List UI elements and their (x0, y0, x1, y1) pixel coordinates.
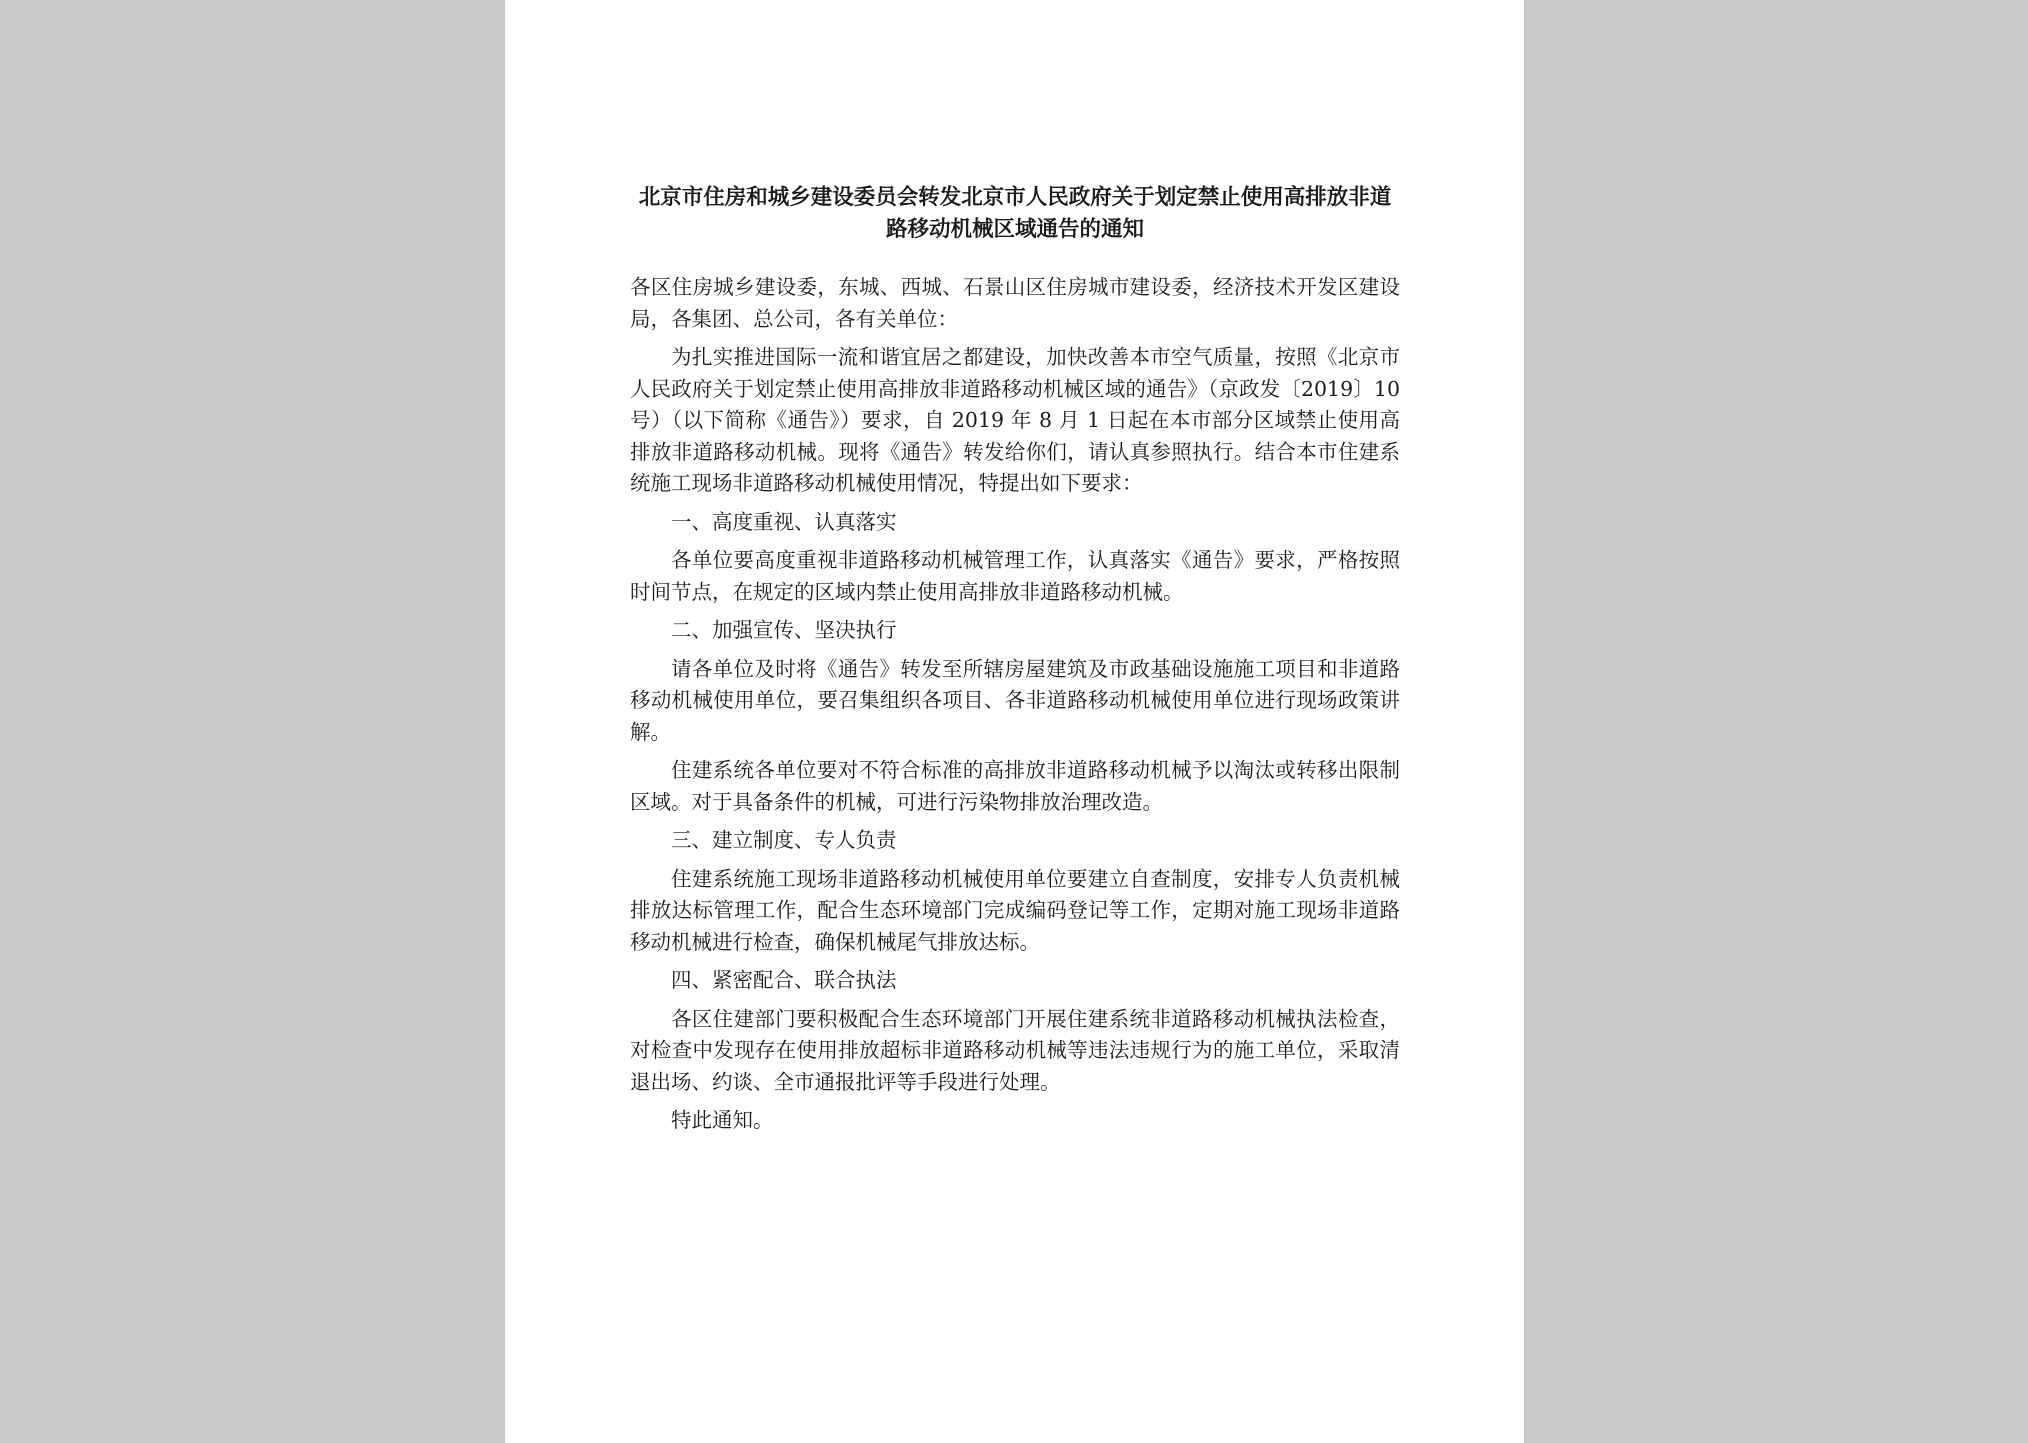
body-paragraph: 住建系统各单位要对不符合标准的高排放非道路移动机械予以淘汰或转移出限制区域。对于具备条件的机械，可进行污染物排放治理改造。 (630, 758, 1400, 814)
body-paragraph: 各区住建部门要积极配合生态环境部门开展住建系统非道路移动机械执法检查，对检查中发现存在使用排放超标非道路移动机械等违法违规行为的施工单位，采取清退出场、约谈、全市通报批评等手段进行处理。 (630, 1006, 1400, 1094)
document-title: 北京市住房和城乡建设委员会转发北京市人民政府关于划定禁止使用高排放非道路移动机械区域通告的通知 (638, 185, 1392, 242)
paragraph-list (630, 272, 1400, 1137)
closing-line: 特此通知。 (671, 1108, 774, 1132)
body-paragraph: 为扎实推进国际一流和谐宜居之都建设，加快改善本市空气质量，按照《北京市人民政府关于划定禁止使用高排放非道路移动机械区域的通告》（京政发〔2019〕10 号）（以下简称《通告》）要求，自 2019 年 8 月 1 日起在本市部分区域禁止使用高排放非道路移动机械。现将《通告》转发给你们，请认真参照执行。结合本市住建系统施工现场非道路移动机械使用情况，特提出如下要求： (630, 345, 1400, 495)
body-paragraph: 请各单位及时将《通告》转发至所辖房屋建筑及市政基础设施施工项目和非道路移动机械使用单位，要召集组织各项目、各非道路移动机械使用单位进行现场政策讲解。 (630, 656, 1400, 744)
document-page (505, 0, 1524, 1443)
section-heading: 四、紧密配合、联合执法 (671, 968, 897, 992)
document-content (630, 182, 1400, 1144)
section-heading: 三、建立制度、专人负责 (671, 828, 897, 852)
section-heading: 二、加强宣传、坚决执行 (671, 618, 897, 642)
section-heading: 一、高度重视、认真落实 (671, 509, 897, 534)
addressee-line: 各区住房城乡建设委，东城、西城、石景山区住房城市建设委，经济技术开发区建设局，各集团、总公司，各有关单位： (630, 275, 1400, 331)
body-paragraph: 住建系统施工现场非道路移动机械使用单位要建立自查制度，安排专人负责机械排放达标管理工作，配合生态环境部门完成编码登记等工作，定期对施工现场非道路移动机械进行检查，确保机械尾气排放达标。 (630, 866, 1400, 954)
body-paragraph: 各单位要高度重视非道路移动机械管理工作，认真落实《通告》要求，严格按照时间节点，在规定的区域内禁止使用高排放非道路移动机械。 (630, 548, 1400, 604)
